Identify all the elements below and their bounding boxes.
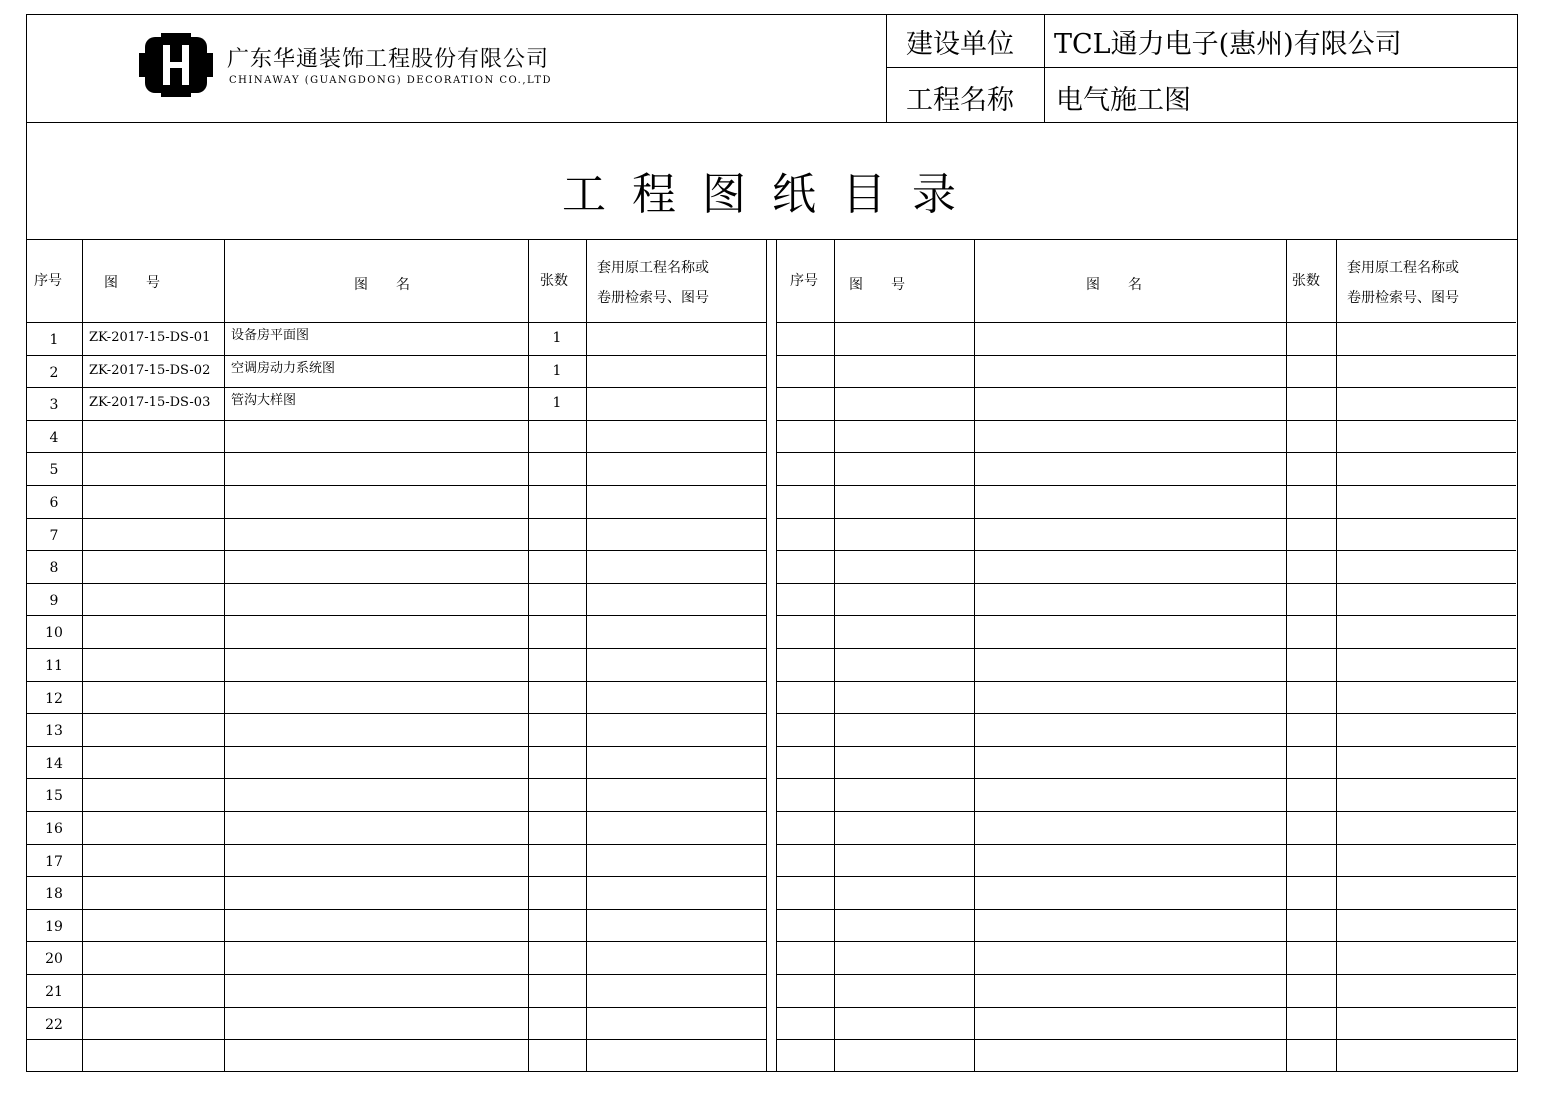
row-seq: 12: [45, 691, 63, 707]
row-seq: 17: [45, 854, 63, 870]
row-seq: 3: [49, 397, 59, 413]
header-divider: [26, 122, 1518, 123]
row-seq: 10: [45, 625, 63, 641]
header-drawing-no-left: 图 号: [104, 275, 160, 291]
row-divider: [776, 909, 1516, 910]
row-seq: 1: [49, 332, 59, 348]
header-reference-line2: 卷册检索号、图号: [1347, 290, 1459, 306]
row-seq: 8: [49, 560, 59, 576]
header-sheets-right: 张数: [1292, 273, 1320, 289]
row-divider: [26, 811, 766, 812]
row-divider: [26, 615, 766, 616]
row-drawing-name: 设备房平面图: [231, 328, 310, 343]
row-seq: 15: [45, 788, 63, 804]
row-divider: [776, 811, 1516, 812]
column-divider: [776, 239, 777, 1071]
row-seq: 19: [45, 919, 63, 935]
row-seq: 7: [49, 528, 59, 544]
row-divider: [26, 844, 766, 845]
row-divider: [26, 778, 766, 779]
header-seq-right: 序号: [790, 273, 818, 289]
row-drawing-name: 空调房动力系统图: [231, 361, 336, 376]
project-value: 电气施工图: [1056, 85, 1191, 116]
row-divider: [776, 844, 1516, 845]
row-seq: 14: [45, 756, 63, 772]
row-seq: 13: [45, 723, 63, 739]
row-divider: [26, 909, 766, 910]
row-divider: [776, 648, 1516, 649]
row-divider: [776, 322, 1516, 323]
column-divider: [224, 239, 225, 1071]
row-sheets: 1: [552, 363, 562, 379]
row-divider: [26, 485, 766, 486]
row-drawing-no: ZK-2017-15-DS-03: [89, 395, 211, 410]
row-divider: [26, 420, 766, 421]
row-divider: [26, 974, 766, 975]
row-drawing-no: ZK-2017-15-DS-01: [89, 330, 211, 345]
title-divider: [26, 239, 1518, 240]
header-sheets-left: 张数: [540, 273, 568, 289]
header-seq-left: 序号: [34, 273, 62, 289]
row-divider: [26, 583, 766, 584]
row-seq: 16: [45, 821, 63, 837]
row-divider: [26, 452, 766, 453]
column-divider: [586, 239, 587, 1071]
row-drawing-name: 管沟大样图: [231, 393, 297, 408]
header-reference-line2: 卷册检索号、图号: [597, 290, 709, 306]
header-reference-left: [597, 253, 709, 313]
info-label-divider: [1044, 14, 1045, 122]
row-divider: [776, 681, 1516, 682]
row-seq: 5: [49, 462, 59, 478]
row-divider: [776, 583, 1516, 584]
row-divider: [26, 876, 766, 877]
row-divider: [26, 518, 766, 519]
row-divider: [26, 746, 766, 747]
row-divider: [26, 941, 766, 942]
row-divider: [776, 355, 1516, 356]
row-seq: 4: [49, 430, 59, 446]
row-divider: [776, 420, 1516, 421]
row-divider: [776, 452, 1516, 453]
row-seq: 22: [45, 1017, 63, 1033]
client-label: 建设单位: [906, 29, 1014, 60]
header-reference-right: [1347, 253, 1459, 313]
row-divider: [26, 648, 766, 649]
row-divider: [776, 1039, 1516, 1040]
row-divider: [776, 746, 1516, 747]
row-divider: [26, 681, 766, 682]
row-divider: [776, 974, 1516, 975]
row-seq: 20: [45, 951, 63, 967]
header-drawing-name-left: 图 名: [354, 277, 410, 293]
client-value: TCL通力电子(惠州)有限公司: [1054, 29, 1402, 60]
header-drawing-no-right: 图 号: [849, 277, 905, 293]
row-divider: [776, 518, 1516, 519]
column-divider: [766, 239, 767, 1071]
row-divider: [776, 778, 1516, 779]
row-divider: [776, 615, 1516, 616]
header-reference-line1: 套用原工程名称或: [1347, 260, 1459, 276]
column-divider: [974, 239, 975, 1071]
company-name-cn: 广东华通装饰工程股份有限公司: [227, 47, 550, 72]
row-divider: [776, 1007, 1516, 1008]
row-divider: [776, 485, 1516, 486]
row-seq: 6: [49, 495, 59, 511]
column-divider: [1336, 239, 1337, 1071]
row-divider: [26, 1007, 766, 1008]
header-reference-line1: 套用原工程名称或: [597, 260, 709, 276]
column-divider: [1286, 239, 1287, 1071]
row-sheets: 1: [552, 330, 562, 346]
row-seq: 21: [45, 984, 63, 1000]
row-drawing-no: ZK-2017-15-DS-02: [89, 363, 211, 378]
column-divider: [834, 239, 835, 1071]
row-divider: [776, 876, 1516, 877]
row-divider: [776, 941, 1516, 942]
row-seq: 9: [49, 593, 59, 609]
row-divider: [776, 387, 1516, 388]
row-seq: 2: [49, 365, 59, 381]
row-sheets: 1: [552, 395, 562, 411]
company-name-en: CHINAWAY (GUANGDONG) DECORATION CO.,LTD: [229, 75, 553, 86]
row-seq: 11: [45, 658, 63, 674]
project-label: 工程名称: [906, 85, 1014, 116]
document-title: 工程图纸目录: [562, 169, 982, 220]
row-divider: [776, 713, 1516, 714]
row-divider: [26, 713, 766, 714]
header-drawing-name-right: 图 名: [1086, 277, 1142, 293]
info-row-divider: [886, 67, 1518, 68]
row-seq: 18: [45, 886, 63, 902]
row-divider: [26, 1039, 766, 1040]
company-logo-icon: [139, 33, 213, 97]
info-box-divider: [886, 14, 887, 122]
row-divider: [776, 550, 1516, 551]
row-divider: [26, 550, 766, 551]
column-divider: [82, 239, 83, 1071]
